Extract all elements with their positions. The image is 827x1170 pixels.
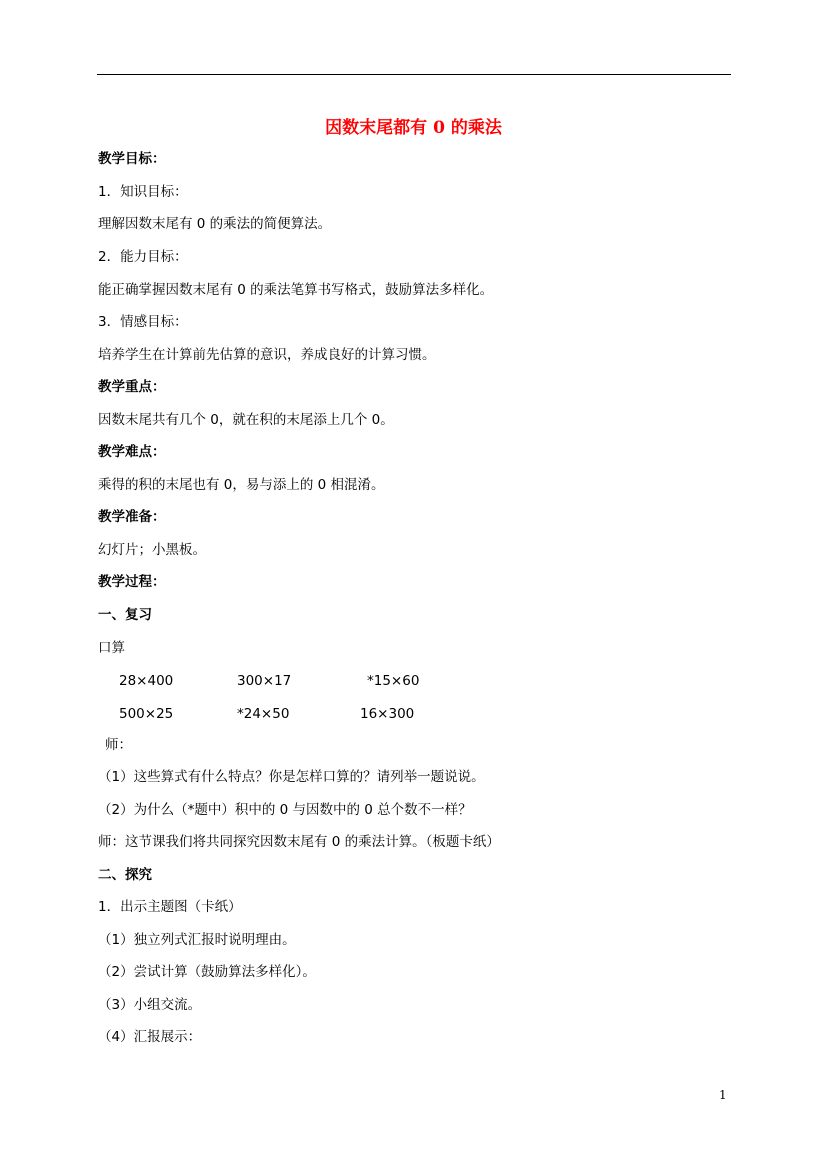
objectives-heading: 教学目标：: [98, 151, 166, 167]
preparation-heading: 教学准备：: [98, 509, 166, 525]
step-1: 1．出示主题图（卡纸）: [98, 899, 242, 915]
step-1-2: （2）尝试计算（鼓励算法多样化）。: [98, 964, 316, 980]
exercise: *15×60: [367, 673, 420, 689]
objective-3-heading: 3．情感目标：: [98, 314, 188, 330]
question-1: （1）这些算式有什么特点？你是怎样口算的？请列举一题说说。: [98, 769, 485, 785]
question-2: （2）为什么（*题中）积中的 0 与因数中的 0 总个数不一样？: [98, 802, 472, 818]
exercise: *24×50: [237, 706, 290, 722]
page-title: 因数末尾都有 0 的乘法: [325, 118, 502, 138]
step-1-4: （4）汇报展示：: [98, 1029, 202, 1045]
explore-heading: 二、探究: [98, 867, 152, 883]
exercise: 16×300: [360, 706, 415, 722]
step-1-3: （3）小组交流。: [98, 997, 202, 1013]
step-1-1: （1）独立列式汇报时说明理由。: [98, 932, 296, 948]
key-point-text: 因数末尾共有几个 0，就在积的末尾添上几个 0。: [98, 412, 394, 428]
preparation-text: 幻灯片；小黑板。: [98, 542, 206, 558]
process-heading: 教学过程：: [98, 574, 166, 590]
objective-3-text: 培养学生在计算前先估算的意识，养成良好的计算习惯。: [98, 347, 436, 363]
exercise: 500×25: [119, 706, 174, 722]
page-number: 1: [719, 1088, 727, 1102]
oral-calc-heading: 口算: [98, 640, 125, 656]
exercise: 28×400: [119, 673, 174, 689]
key-point-heading: 教学重点：: [98, 379, 166, 395]
objective-2-text: 能正确掌握因数末尾有 0 的乘法笔算书写格式，鼓励算法多样化。: [98, 282, 494, 298]
objective-1-heading: 1．知识目标：: [98, 184, 188, 200]
difficulty-heading: 教学难点：: [98, 444, 166, 460]
review-heading: 一、复习: [98, 607, 152, 623]
difficulty-text: 乘得的积的末尾也有 0，易与添上的 0 相混淆。: [98, 477, 385, 493]
teacher-label: 师：: [105, 737, 132, 753]
objective-2-heading: 2．能力目标：: [98, 249, 188, 265]
header-rule: [97, 74, 731, 75]
teacher-intro: 师：这节课我们将共同探究因数末尾有 0 的乘法计算。（板题卡纸）: [98, 834, 500, 850]
exercise: 300×17: [237, 673, 292, 689]
objective-1-text: 理解因数末尾有 0 的乘法的简便算法。: [98, 216, 332, 232]
